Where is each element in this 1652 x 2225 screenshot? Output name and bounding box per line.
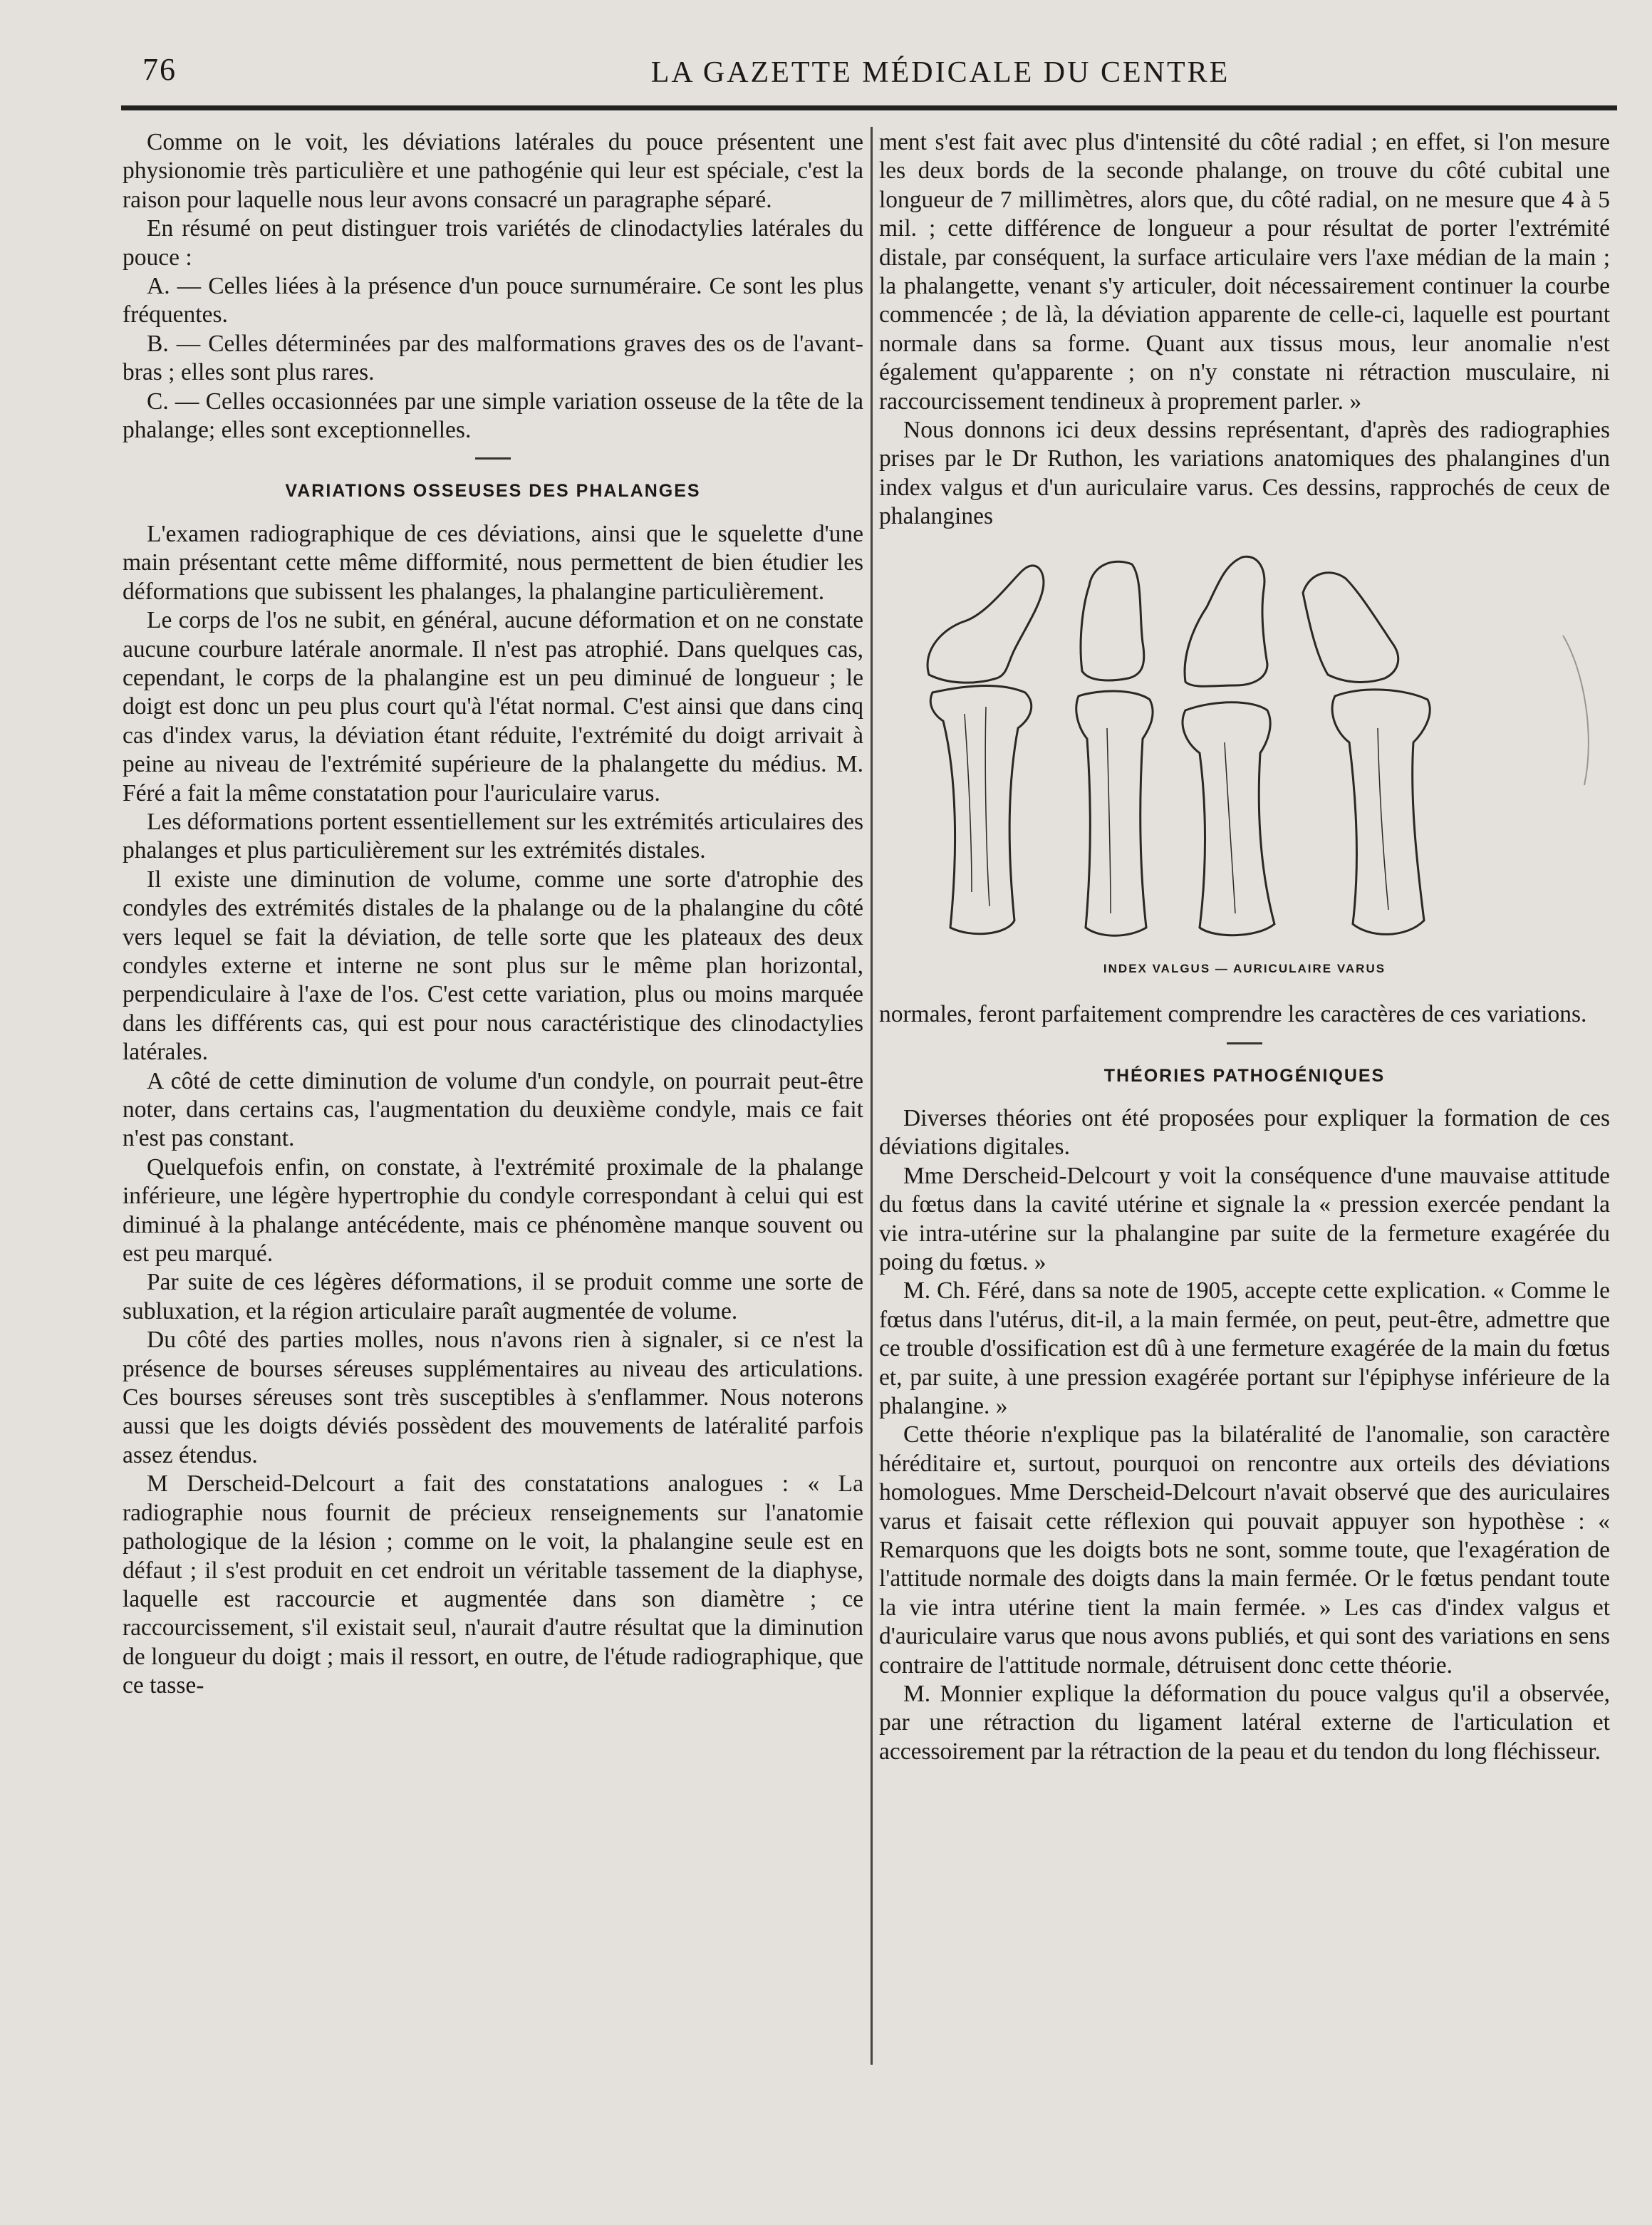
paragraph: Les déformations portent essentiellement sur les extrémités articulaires des phalanges et plus particulièrement sur les extrémités distales.	[123, 808, 863, 864]
bone-drawing	[1076, 561, 1153, 935]
paragraph: Nous donnons ici deux dessins représentant, d'après des radiographies prises par le Dr Ruthon, les variations anatomiques des phalangines d'un index valgus et d'un auriculaire varus. Ces dessins, rapprochés de ceux de phalangines	[879, 417, 1610, 530]
paragraph: Diverses théories ont été proposées pour expliquer la formation de ces déviations digitales.	[879, 1104, 1610, 1161]
paragraph: C. — Celles occasionnées par une simple variation osseuse de la tête de la phalange; elles sont exceptionnelles.	[123, 388, 863, 444]
paragraph: Le corps de l'os ne subit, en général, aucune déformation et on ne constate aucune courbure latérale anormale. Il n'est pas atrophié. Dans quelques cas, cependant, le corps de la phalangine est un peu diminué de longueur ; le doigt est donc un peu plus court qu'à l'état normal. C'est ainsi que dans cinq cas d'index varus, la déviation étant réduite, l'extrémité du doigt arrivait à peine au niveau de l'extrémité supérieure de la phalangette du médius. M. Féré a fait la même constatation pour l'auriculaire varus.	[123, 607, 863, 807]
section-separator	[475, 457, 511, 460]
bone-drawing	[1183, 556, 1274, 935]
paragraph: L'examen radiographique de ces déviations, ainsi que le squelette d'une main présentant cette même difformité, nous permettent de bien étudier les déformations que subissent les phalanges, la phalangine particulièrement.	[123, 520, 863, 605]
paragraph: Il existe une diminution de volume, comme une sorte d'atrophie des condyles des extrémités distales de la phalange ou de la phalangine du côté vers lequel se fait la déviation, de telle sorte que les plateaux des deux condyles externe et interne ne sont plus sur le même plan horizontal, perpendiculaire à l'axe de l'os. C'est cette variation, plus ou moins marquée dans les différents cas, qui est pour nous caractéristique des clinodactylies latérales.	[123, 866, 863, 1066]
right-column	[879, 128, 1610, 1766]
paragraph: A. — Celles liées à la présence d'un pouce surnuméraire. Ce sont les plus fréquentes.	[123, 273, 863, 328]
paragraph: Par suite de ces légères déformations, il se produit comme une sorte de subluxation, et la région articulaire paraît augmentée de volume.	[123, 1269, 863, 1324]
left-column	[123, 128, 863, 1701]
section-title: THÉORIES PATHOGÉNIQUES	[1103, 1065, 1386, 1086]
phalanx-drawings	[900, 550, 1613, 949]
column-divider	[871, 127, 873, 2065]
header-rule	[121, 105, 1617, 110]
paragraph: A côté de cette diminution de volume d'un condyle, on pourrait peut-être noter, dans certains cas, l'augmentation du deuxième condyle, mais ce fait n'est pas constant.	[123, 1067, 863, 1152]
paragraph: M Derscheid-Delcourt a fait des constatations analogues : « La radiographie nous fournit de précieux renseignements sur l'anatomie pathologique de la lésion ; comme on le voit, la phalangine seule est en défaut ; il s'est produit en cet endroit un véritable tassement de la diaphyse, laquelle est raccourcie et augmentée dans son diamètre ; ce raccourcissement, s'il existait seul, n'aurait d'autre résultat que la diminution de longueur du doigt ; mais il ressort, en outre, de l'étude radiographique, que ce tasse-	[123, 1471, 863, 1699]
paragraph: Comme on le voit, les déviations latérales du pouce présentent une physionomie très particulière et une pathogénie qui leur est spéciale, c'est la raison pour laquelle nous leur avons consacré un paragraphe séparé.	[123, 129, 863, 213]
figure-caption: INDEX VALGUS — AURICULAIRE VARUS	[1103, 961, 1386, 975]
paragraph: En résumé on peut distinguer trois variétés de clinodactylies latérales du pouce :	[123, 215, 863, 271]
paragraph: Mme Derscheid-Delcourt y voit la conséquence d'une mauvaise attitude du fœtus dans la cavité utérine et signale la « pression exercée pendant la vie intra-utérine sur la phalangine par suite de la fermeture exagérée du poing du fœtus. »	[879, 1162, 1610, 1275]
paragraph: Cette théorie n'explique pas la bilatéralité de l'anomalie, son caractère héréditaire et, surtout, pourquoi on rencontre aux orteils des déviations homologues. Mme Derscheid-Delcourt n'avait observé que des auriculaires varus et faisait cette réflexion qui pouvait appuyer son hypothèse : « Remarquons que les doigts bots ne sont, somme toute, que l'exagération de l'attitude normale des doigts dans la main fermée. Or le fœtus pendant toute la vie intra utérine tient la main fermée. » Les cas d'index valgus et d'auriculaire varus que nous avons publiés, et qui sont des variations en sens contraire de l'attitude normale, détruisent donc cette théorie.	[879, 1421, 1610, 1679]
page-number: 76	[142, 52, 177, 87]
phalanx-figure	[900, 550, 1613, 949]
section-title: VARIATIONS OSSEUSES DES PHALANGES	[285, 481, 701, 502]
paragraph: M. Monnier explique la déformation du pouce valgus qu'il a observée, par une rétraction du ligament latéral externe de l'articulation et accessoirement par la rétraction de la peau et du tendon du long fléchisseur.	[879, 1681, 1610, 1765]
page-header	[121, 51, 1617, 94]
paragraph: B. — Celles déterminées par des malformations graves des os de l'avant-bras ; elles sont plus rares.	[123, 330, 863, 386]
paragraph: Du côté des parties molles, nous n'avons rien à signaler, si ce n'est la présence de bourses séreuses supplémentaires au niveau des articulations. Ces bourses séreuses sont très susceptibles à s'enflammer. Nous noterons aussi que les doigts déviés possèdent des mouvements de latéralité parfois assez étendus.	[123, 1327, 863, 1468]
paragraph: ment s'est fait avec plus d'intensité du côté radial ; en effet, si l'on mesure les deux bords de la seconde phalange, on trouve du côté cubital une longueur de 7 millimètres, alors que, du côté radial, on ne mesure que 4 à 5 mil. ; cette différence de longueur a pour résultat de porter l'extrémité distale, par conséquent, la surface articulaire vers l'axe médian de la main ; la phalangette, venant s'y articuler, doit nécessairement continuer la courbe commencée ; de là, la déviation apparente de celle-ci, laquelle est pourtant normale dans sa forme. Quant aux tissus mous, leur anomalie n'est également qu'apparente ; on n'y constate ni rétraction musculaire, ni raccourcissement tendineux à proprement parler. »	[879, 129, 1610, 415]
paragraph: M. Ch. Féré, dans sa note de 1905, accepte cette explication. « Comme le fœtus dans l'utérus, dit-il, a la main fermée, on peut, peut-être, admettre que ce trouble d'ossification est dû à une fermeture exagérée de la main du fœtus et, par suite, à une pression exagérée portant sur l'épiphyse inférieure de la phalangine. »	[879, 1277, 1610, 1419]
section-separator	[1227, 1042, 1262, 1044]
bone-drawing	[928, 566, 1044, 934]
journal-title: LA GAZETTE MÉDICALE DU CENTRE	[650, 56, 1230, 89]
bone-drawing	[1303, 572, 1430, 934]
paragraph: Quelquefois enfin, on constate, à l'extrémité proximale de la phalange inférieure, une légère hypertrophie du condyle correspondant à celui qui est diminué à la phalange antécédente, mais ce phénomène manque souvent ou est peu marqué.	[123, 1153, 863, 1267]
paragraph: normales, feront parfaitement comprendre les caractères de ces variations.	[879, 1001, 1587, 1028]
